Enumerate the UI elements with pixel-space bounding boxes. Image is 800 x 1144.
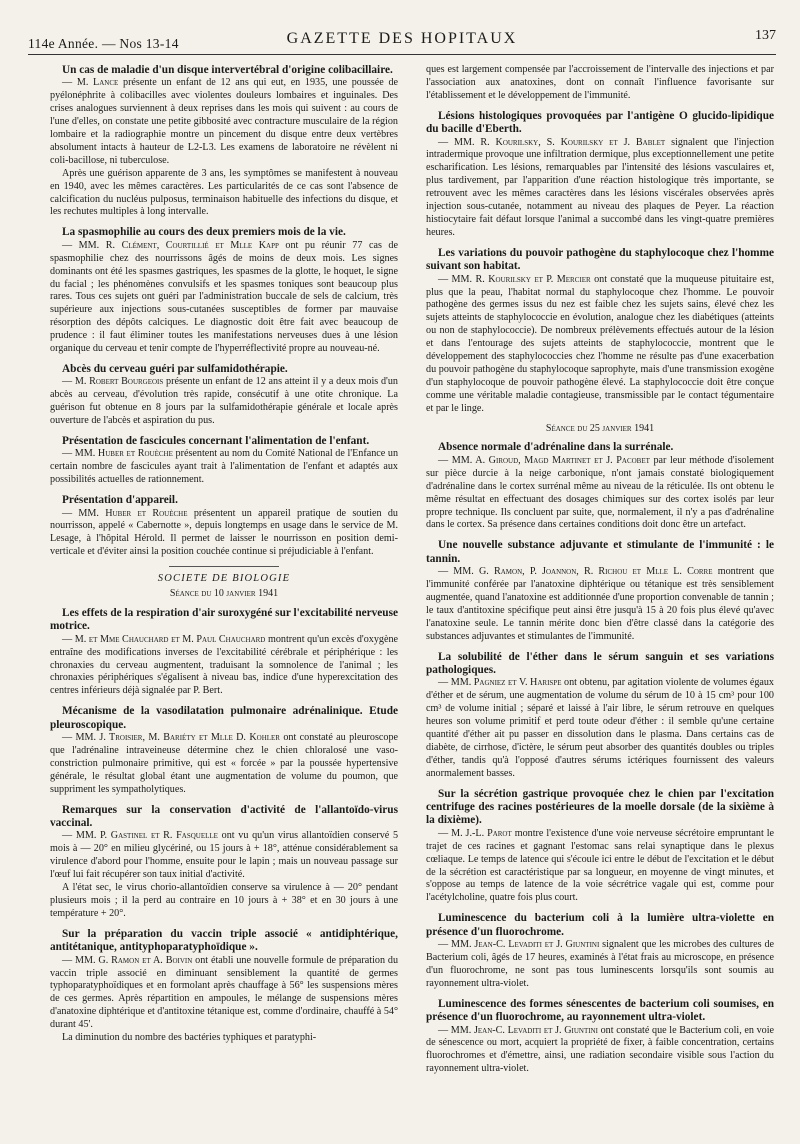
article (50, 607, 398, 698)
article-title: Les variations du pouvoir pathogène du staphylocoque chez l'homme suivant son habitat. (426, 246, 774, 273)
article (50, 705, 398, 796)
article-text: présentent un appareil pratique de soutien du nourrisson, appelé « Cabernotte », depuis longtemps en usage dans le service de M. Lesage, à l'hôpital Hérold. Il permet de laisser le nourrisson en position demi-verticale et d'éviter ainsi la position couchée continue si préjudiciable à l'enfant. (50, 507, 398, 558)
article-text: ont obtenu, par agitation violente de volumes égaux d'éther et de sérum, une augmentation de volume du sérum de 10 à 15 cm³ pour 100 cm³ de volume initial ; séparé et laissé à l'air libre, le sérum retrouve en quelques heures son volume primitif et perd toute odeur d'éther : il semble qu'une certaine quantité d'éther ait pu passer en dissolution dans le plasma. Dans certains cas de diabète, de cirrhose, d'ictère, le sérum peut absorber des quantités doubles ou triples d'éther, tandis qu'à l'opposé d'autres sérums ictériques fournissent des valeurs anormalement basses. (426, 677, 774, 779)
article-text: ont constaté que le Bacterium coli, en voie de sénescence ou mort, acquiert la propriété de fixer, à faible concentration, certains fluorochromes et d'émettre, ainsi, une radiation secondaire visible sous l'action du rayonnement ultra-violet. (426, 1024, 775, 1075)
article-author: MM. Huber et Rouèche (74, 448, 173, 460)
continued-text: ques est largement compensée par l'accroissement de l'intervalle des injections et par l'association aux anatoxines, dont on connaît l'influence favorisante sur l'établissement et le développement de l'immunité. (426, 64, 774, 101)
article-body: — M. Lance présente un enfant de 12 ans qui eut, en 1935, une poussée de pyélonéphrite à colibacilles avec violentes douleurs lombaires et inguinales. Des crises analogues surviennent à deux reprises dans les mois qui suivent : au cours de l'une d'elles, on constate une petite gibbosité avec contracture musculaire de la région lombaire et la radiographie montre un pincement du disque entre deux vertèbres absolument intacts à hauteur de L2-L3. Les examens de laboratoire ne révèlent ni coli-bacillose, ni tuberculose. (50, 77, 399, 166)
page-header (28, 14, 776, 51)
article-body: — MM. Jean-C. Levaditi et J. Giuntini signalent que les microbes des cultures de Bacterium coli, âgés de 17 heures, examinés à l'état frais au microscope, en présence d'un fluorochrome, ne sont pas tous luminescents lorsqu'ils sont soumis au rayonnement ultra-violet. (426, 939, 775, 989)
article-paragraph: A l'état sec, le virus chorio-allantoïdien conserve sa virulence à — 20° pendant plusieurs mois ; il la perd au contraire en 10 jours à + 38° et en 30 jours à une température + 20°. (50, 882, 398, 919)
article-title: Une nouvelle substance adjuvante et stimulante de l'immunité : le tannin. (426, 539, 774, 565)
article (426, 912, 774, 990)
article-body: — M. J.-L. Parot montre l'existence d'une voie nerveuse sécrétoire empruntant le trajet de ces racines et gagnant l'estomac sans relai synaptique dans le plexus cœliaque. Le temps de latence qui s'écoule ici entre le début de l'excitation et le début de la sécrétion est caractéristique par sa longueur, en moyenne de vingt minutes, et s'oppose au temps de latence de la voie sécrétrice vagale qui est, comme pour l'acétylcholine, quatre fois plus court. (426, 827, 775, 904)
article-body: — M. Robert Bourgeois présente un enfant de 12 ans atteint il y a deux mois d'un abcès au cerveau, d'évolution très rapide, consécutif à une otite chronique. La guérison fut obtenue en 8 jours par la sulfamidothérapie générale et locale après ouverture de l'abcès et aspiration du pus. (50, 376, 398, 427)
article (50, 435, 398, 487)
article-text: ont vu qu'un virus allantoïdien conservé 5 mois à — 20° en milieu glycériné, ou 15 jours à + 18°, atténue considérablement sa virulence d'abord pour l'homme, ensuite pour le lapin ; mais un nouveau passage sur l'œuf lui fait récupérer son taux initial d'activité. (50, 830, 399, 881)
article-title: Les effets de la respiration d'air suroxygéné sur l'excitabilité nerveuse motrice. (50, 606, 398, 633)
article-body: — MM. Huber et Rouèche présentent un appareil pratique de soutien du nourrisson, appelé « Cabernotte », depuis longtemps en usage dans le service de M. Lesage, à l'hôpital Hérold. Il permet de laisser le nourrisson en position demi-verticale et d'éviter ainsi la position couchée continue si préjudiciable à l'enfant. (50, 507, 398, 558)
article-body: — MM. G. Ramon, P. Joannon, R. Richou et Mlle L. Corre montrent que l'immunité conférée par l'anatoxine diphtérique ou tétanique est très sensiblement augmentée, quand l'anatoxine est additionnée d'une proportion convenable de tannin ; le taux d'antitoxine spécifique peut ainsi être jusqu'à 15 à 20 fois plus élevé qu'avec l'anatoxine seule. Le tannin mérite donc bien d'être classé dans la catégorie des substances adjuvantes et stimulantes de l'immunité. (426, 566, 775, 642)
article-continuation (426, 64, 774, 103)
article (50, 804, 398, 921)
article-body: — MM. Huber et Rouèche présentent au nom du Comité National de l'Enfance un certain nombre de fascicules ayant trait à l'alimentation de l'enfant et adaptés aux possibilités actuelles de rationnement. (50, 448, 399, 486)
article-paragraph: La diminution du nombre des bactéries typhiques et paratyphi- (62, 1032, 317, 1044)
article-text: ont constaté au pleuroscope que l'adrénaline intraveineuse détermine chez le chien chloralosé une vaso-constriction pulmonaire primitive, qui est « forcée » par la poussée hypertensive générale, le résultat global étant une augmentation de volume du poumon, que suppriment les sympatholytiques. (50, 732, 399, 795)
article-body: — M. et Mme Chauchard et M. Paul Chauchard montrent qu'un excès d'oxygène entraîne des modifications inverses de l'excitabilité cérébrale et périphérique : les chronaxies du cerveau augmentent, traduisant la somnolence de l'animal ; les chronaxies périphériques s'égalisent à niveau bas, indice d'une hyperexcitation des centres inférieurs déjà signalée par P. Bert. (50, 633, 399, 697)
article (426, 539, 774, 643)
left-column (50, 64, 398, 1045)
article-body: — MM. A. Giroud, Magd Martinet et J. Pacobet par leur méthode d'isolement sur pièce durcie à la neige carbonique, n'ont jamais constaté biologiquement d'adrénaline dans le cortex surrénal même au niveau de la réticulée. Ils ont obtenu le même résultat en effectuant des dosages chimiques sur des cortex isolés par leur propre technique. Ils concluent par suite, que, normalement, il n'y a pas d'adrénaline dans le cortex. Sa présence dans certaines conditions doit donc être un artefact. (426, 454, 774, 531)
article-author: MM. R. Kourilsky, S. Kourilsky et J. Bablet (453, 136, 666, 148)
article-author: MM. G. Ramon, P. Joannon, R. Richou et Mlle L. Corre (453, 566, 713, 578)
session-date: Séance du 10 janvier 1941 (169, 588, 279, 600)
article-author: M. Lance (76, 77, 119, 89)
right-column (426, 64, 774, 1076)
article-body: — MM. J. Troisier, M. Bariéty et Mlle D. Kohler ont constaté au pleuroscope que l'adrénaline intraveineuse détermine chez le chien chloralosé une vaso-constriction pulmonaire primitive, qui est « forcée » par la poussée hypertensive générale, le résultat global étant une augmentation de volume du poumon, que suppriment les sympatholytiques. (50, 732, 399, 795)
article-title: Lésions histologiques provoquées par l'antigène O glucido-lipidique du bacille d'Eberth. (426, 109, 774, 136)
article-body: — MM. R. Kourilsky, S. Kourilsky et J. Bablet signalent que l'injection intradermique provoque une infiltration dermique, plus exceptionnellement une petite escharification. Les lésions, remarquables par l'intensité des lésions vasculaires et, plus tardivement, par l'apparition d'une réaction histologique très importante, se retrouvent avec les mêmes caractères dans les lésions viscérales observées après injection sous-cutanée, notamment au niveau des plaques de Peyer. La réaction histiocytaire fait défaut lorsque l'animal a succombé dans les vingt-quatre premières heures. (426, 136, 775, 238)
article-author: MM. R. Kourilsky et P. Mercier (451, 273, 591, 285)
article (50, 64, 398, 219)
article (50, 226, 398, 356)
article-text: ont pu réunir 77 cas de spasmophilie chez des nourrissons âgés de moins de deux mois. Les signes dominants ont été les spasmes gastriques, les spasmes de la glotte, le hoquet, le signe du facial ; les phénomènes convulsifs et les spasmes toniques sont beaucoup plus rares. Tous ces sujets ont guéri par l'administration buccale de sels de calcium, très supérieure aux injections sous-cutanées susceptibles de former par mauvaise résorption des dépôts calciques. Le diagnostic doit être fait avec beaucoup de prudence : il faut éliminer toutes les manifestations nerveuses dues à une lésion organique du cerveau et tenir compte de l'hyperréflectivité propre au nouveau-né. (50, 239, 398, 355)
article-author: MM. P. Gastinel et R. Fasquelle (75, 830, 218, 842)
article-title: Un cas de maladie d'un disque intervertébral d'origine colibacillaire. (62, 64, 393, 76)
session-date: Séance du 25 janvier 1941 (545, 422, 655, 434)
article-text: présentent au nom du Comité National de l'Enfance un certain nombre de fascicules ayant trait à l'alimentation de l'enfant et adaptés aux possibilités actuelles de rationnement. (50, 448, 399, 486)
article-text: présente un enfant de 12 ans qui eut, en 1935, une poussée de pyélonéphrite à colibacilles avec violentes douleurs lombaires et inguinales. Des crises analogues surviennent à deux reprises dans les mois qui suivent : au cours de l'une d'elles, on constate une petite gibbosité avec contracture musculaire de la région lombaire et la radiographie montre un pincement du disque entre deux vertèbres absolument intacts à hauteur de L2-L3. Les examens de laboratoire ne révèlent ni coli-bacillose, ni tuberculose. (50, 77, 399, 166)
issue-label: 114e Année. — Nos 13-14 (28, 36, 179, 51)
article-title: Présentation d'appareil. (62, 494, 178, 507)
article-text: présente un enfant de 12 ans atteint il y a deux mois d'un abcès au cerveau, d'évolution très rapide, consécutif à une otite chronique. La guérison fut obtenue en 8 jours par la sulfamidothérapie générale et locale après ouverture de l'abcès et aspiration du pus. (50, 376, 398, 427)
article-title: Remarques sur la conservation d'activité de l'allantoïdo-virus vaccinal. (50, 803, 398, 830)
article-author: MM. R. Clément, Courtillié et Mlle Kapp (78, 239, 279, 251)
article-body: — MM. Pagniez et V. Harispe ont obtenu, par agitation violente de volumes égaux d'éther et de sérum, une augmentation de volume du sérum de 10 à 15 cm³ pour 100 cm³ de volume initial ; séparé et laissé à l'air libre, le sérum retrouve en quelques heures son volume primitif et perd toute odeur d'éther : il semble qu'une certaine quantité d'éther ait pu passer en dissolution dans le plasma. Dans certains cas de diabète, de cirrhose, d'ictère, le sérum peut absorber des quantités doubles ou triples d'éther, tandis qu'à l'opposé d'autres sérums ictériques fournissent des valeurs anormalement basses. (426, 677, 774, 779)
article-title: Sur la sécrétion gastrique provoquée chez le chien par l'excitation centrifuge des racines postérieures de la moelle dorsale (de la sixième à la dixième). (426, 787, 774, 827)
article-title: Luminescence du bacterium coli à la lumière ultra-violette en présence d'un fluorochrome. (426, 912, 774, 938)
article-author: MM. A. Giroud, Magd Martinet et J. Pacobet (451, 454, 650, 466)
article-text: ont établi une nouvelle formule de préparation du vaccin triple associé en diminuant sensiblement la quantité de germes typhoparatyphoïdiques et en formolant après chauffage à 56° les suspensions mères de ces germes. Après répartition en ampoules, le mélange de suspensions mères d'anatoxine diphtérique et d'antitoxine tétanique est, comme d'ordinaire, chauffé à 54° durant 45'. (50, 954, 399, 1031)
article (50, 928, 398, 1045)
article-paragraph: Après une guérison apparente de 3 ans, les symptômes se manifestent à nouveau en 1940, avec les mêmes caractères. Les particularités de ce cas sont l'absence de calcification du nucléus pulposus, terminaison habituelle des infections du disque, et les rechutes multiples à long intervalle. (50, 167, 398, 218)
article-title: Présentation de fascicules concernant l'alimentation de l'enfant. (62, 434, 370, 447)
article-body: — MM. P. Gastinel et R. Fasquelle ont vu qu'un virus allantoïdien conservé 5 mois à — 20° en milieu glycériné, ou 15 jours à + 18°, atténue considérablement sa virulence d'abord pour l'homme, ensuite pour le lapin ; mais un nouveau passage sur l'œuf lui fait récupérer son taux initial d'activité. (50, 830, 399, 881)
article (426, 110, 774, 240)
article-text: montrent que l'immunité conférée par l'anatoxine diphtérique ou tétanique est très sensiblement augmentée, quand l'anatoxine est additionnée d'une proportion convenable de tannin ; le taux d'antitoxine spécifique peut ainsi être jusqu'à 15 à 20 fois plus élevé qu'avec l'anatoxine seule. Le tannin mérite donc bien d'être classé dans la catégorie des substances adjuvantes et stimulantes de l'immunité. (426, 566, 775, 642)
article-text: montrent qu'un excès d'oxygène entraîne des modifications inverses de l'excitabilité cérébrale et périphérique : les chronaxies du cerveau augmentent, traduisant la somnolence de l'animal ; les chronaxies périphériques s'égalisent à niveau bas, indice d'une hyperexcitation des centres inférieurs déjà signalée par P. Bert. (50, 633, 399, 697)
article-title: Abcès du cerveau guéri par sulfamidothérapie. (62, 362, 288, 375)
article-author: MM. Jean-C. Levaditi et J. Giuntini (450, 1024, 598, 1036)
article-author: MM. Jean-C. Levaditi et J. Giuntini (451, 939, 600, 951)
article (426, 998, 774, 1076)
article-body: — MM. G. Ramon et A. Boivin ont établi une nouvelle formule de préparation du vaccin triple associé en diminuant sensiblement la quantité de germes typhoparatyphoïdiques et en formolant après chauffage à 56° les suspensions mères de ces germes. Après répartition en ampoules, le mélange de suspensions mères d'anatoxine diphtérique et d'antitoxine tétanique est, comme d'ordinaire, chauffé à 54° durant 45'. (50, 954, 399, 1031)
article-author: M. et Mme Chauchard et M. Paul Chauchard (74, 633, 266, 645)
article-body: — MM. R. Clément, Courtillié et Mlle Kapp ont pu réunir 77 cas de spasmophilie chez des nourrissons âgés de moins de deux mois. Les signes dominants ont été les spasmes gastriques, les spasmes de la glotte, le hoquet, le signe du facial ; les phénomènes convulsifs et les spasmes toniques sont beaucoup plus rares. Tous ces sujets ont guéri par l'administration buccale de sels de calcium, très supérieure aux injections sous-cutanées susceptibles de former par mauvaise résorption des dépôts calciques. Le diagnostic doit être fait avec beaucoup de prudence : il faut éliminer toutes les manifestations nerveuses dues à une lésion organique du cerveau et tenir compte de l'hyperréflectivité propre au nouveau-né. (50, 239, 398, 355)
article-title: Mécanisme de la vasodilatation pulmonaire adrénalinique. Etude pleuroscopique. (50, 705, 398, 731)
article-text: par leur méthode d'isolement sur pièce durcie à la neige carbonique, n'ont jamais constaté biologiquement d'adrénaline dans le cortex surrénal même au niveau de la réticulée. Ils ont obtenu le même résultat en effectuant des dosages chimiques sur des cortex isolés par leur propre technique. Ils concluent par suite, que, normalement, il n'y a pas d'adrénaline dans le cortex. Sa présence dans certaines conditions doit donc être un artefact. (426, 454, 774, 531)
article-text: montre l'existence d'une voie nerveuse sécrétoire empruntant le trajet de ces racines et gagnant l'estomac sans relai synaptique dans le plexus cœliaque. Le temps de latence qui s'écoule ici entre le début de l'excitation et le début de la sécrétion est caractéristique par sa longueur, en moyenne de vingt minutes, et s'oppose au temps de latence de la voie sécrétrice vagale qui est, comme pour l'acétylcholine, quatre fois plus court. (426, 827, 775, 904)
article (426, 788, 774, 906)
article-author: MM. Huber et Rouèche (78, 507, 188, 519)
article-author: M. Robert Bourgeois (74, 376, 164, 388)
article-title: Luminescence des formes sénescentes de bacterium coli soumises, en présence d'un fluorochrome, au rayonnement ultra-violet. (426, 997, 774, 1024)
journal-title: GAZETTE DES HOPITAUX (286, 30, 518, 47)
article-title: La solubilité de l'éther dans le sérum sanguin et ses variations pathologiques. (426, 650, 774, 676)
article-title: Sur la préparation du vaccin triple associé « antidiphtérique, antitétanique, antityphoparatyphoïdique ». (50, 927, 398, 954)
article-author: MM. J. Troisier, M. Bariéty et Mlle D. Kohler (75, 732, 280, 744)
article-body: — MM. Jean-C. Levaditi et J. Giuntini ont constaté que le Bacterium coli, en voie de sénescence ou mort, acquiert la propriété de fixer, à faible concentration, certains fluorochromes et d'émettre, ainsi, une radiation secondaire visible sous l'action du rayonnement ultra-violet. (426, 1024, 775, 1075)
article-text: signalent que l'injection intradermique provoque une infiltration dermique, plus exceptionnellement une petite escharification. Les lésions, remarquables par l'intensité des lésions vasculaires et, plus tardivement, par l'apparition d'une réaction histologique très importante, se retrouvent avec les mêmes caractères dans les lésions viscérales observées après injection sous-cutanée, notamment au niveau des plaques de Peyer. La réaction histiocytaire fait défaut lorsque l'animal a succombé dans les vingt-quatre premières heures. (426, 136, 775, 238)
article (50, 494, 398, 559)
article-author: MM. Pagniez et V. Harispe (450, 677, 562, 689)
article-title: La spasmophilie au cours des deux premiers mois de la vie. (62, 226, 346, 239)
article-text: ont constaté que la muqueuse pituitaire est, plus que la peau, l'habitat normal du staphylocoque chez l'homme. Le pouvoir pathogène des germes issus du nez est faible chez les sujets sains, élevé chez les sujets atteints de staphylococcie en évolution, analogue chez les diabétiques (atteints ou non de staphylococcie). De nombreux prélèvements effectués autour de la lésion et dans l'entourage des sujets atteints de staphylococcie, montrent que le développement des staphylococcies chez l'homme ne résulte pas d'une exacerbation du pouvoir pathogène du staphylocoque saprophyte, mais d'une transmission exogène d'un staphylocoque de pouvoir pathogène élevé. La staphylococcie doit être conçue comme une véritable maladie contagieuse, transmissible par le contact tégumentaire et par le linge. (426, 273, 775, 414)
article-title: Absence normale d'adrénaline dans la surrénale. (438, 441, 674, 454)
article (426, 247, 774, 416)
society-heading: SOCIETE DE BIOLOGIE (157, 573, 291, 585)
article-body: — MM. R. Kourilsky et P. Mercier ont constaté que la muqueuse pituitaire est, plus que la peau, l'habitat normal du staphylocoque chez l'homme. Le pouvoir pathogène des germes issus du nez est faible chez les sujets sains, élevé chez les sujets atteints de staphylococcie en évolution, analogue chez les diabétiques (atteints ou non de staphylococcie). De nombreux prélèvements effectués autour de la lésion et dans l'entourage des sujets atteints de staphylococcie, montrent que le développement des staphylococcies chez l'homme ne résulte pas d'une exacerbation du pouvoir pathogène du staphylocoque saprophyte, mais d'une transmission exogène d'un staphylocoque de pouvoir pathogène élevé. La staphylococcie doit être conçue comme une véritable maladie contagieuse, transmissible par le contact tégumentaire et par le linge. (426, 273, 775, 414)
article (426, 441, 774, 532)
article (50, 363, 398, 428)
section-divider (169, 566, 279, 567)
article (426, 651, 774, 781)
header-rule (28, 54, 776, 55)
article-author: MM. G. Ramon et A. Boivin (75, 954, 193, 966)
article-author: M. J.-L. Parot (451, 827, 512, 839)
article-text: signalent que les microbes des cultures de Bacterium coli, âgés de 17 heures, examinés à l'état frais au microscope, en présence d'un fluorochrome, ne sont pas tous luminescents lorsqu'ils sont soumis au rayonnement ultra-violet. (426, 939, 775, 989)
page-number: 137 (755, 28, 776, 43)
